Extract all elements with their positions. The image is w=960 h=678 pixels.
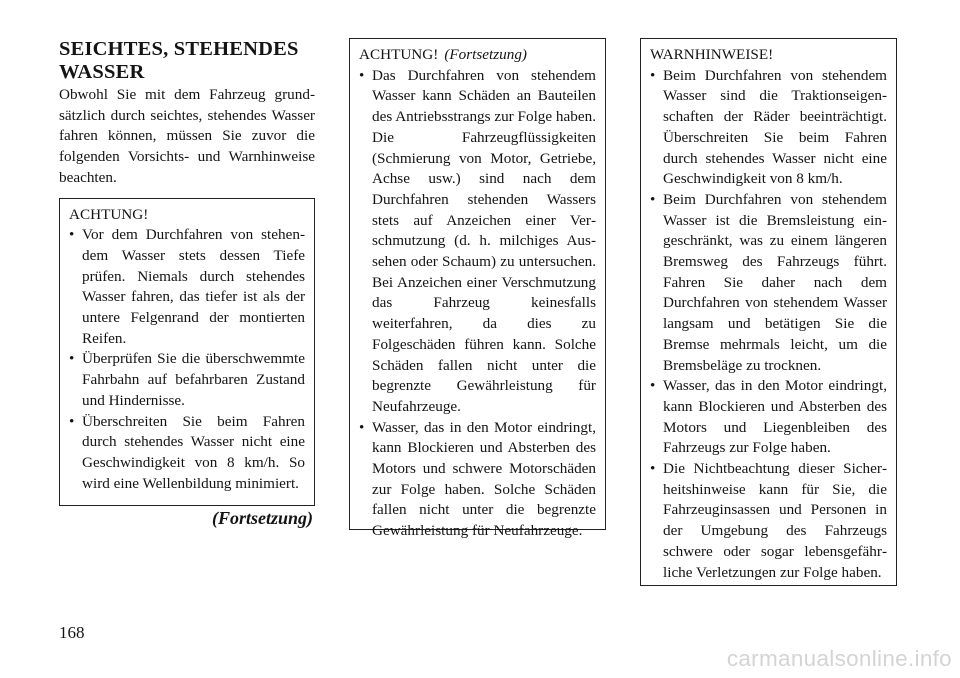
caution-continued-box — [349, 38, 606, 540]
list-item: • Überschreiten Sie beim Fahren durch stehendes Wasser nicht eine Geschwindigkeit von 8 km/h. So wird eine Wellenbildung minimiert. — [69, 412, 305, 495]
warning-list — [650, 66, 887, 584]
caution-heading: ACHTUNG! — [69, 205, 149, 223]
right-column — [640, 38, 897, 586]
list-item: • Beim Durchfahren von stehendem Wasser sind die Traktionseigenschaften der Räder beeinträchtigt. Überschreiten Sie beim Fahren durch stehendes Wasser nicht eine Geschwindigkeit von 8 km/h. — [650, 66, 887, 190]
left-column — [59, 38, 315, 529]
middle-column — [349, 38, 606, 540]
caution-list — [69, 225, 305, 494]
heading-continued-note: (Fortsetzung) — [444, 46, 527, 63]
list-item: • Vor dem Durchfahren von stehendem Wasser stets dessen Tiefe prüfen. Niemals durch stehendes Wasser fahren, das tiefer ist als der untere Felgenrand der montierten Reifen. — [69, 225, 305, 349]
page-number: 168 — [59, 623, 85, 642]
caution-continued-heading: ACHTUNG! (Fortsetzung) — [359, 46, 527, 63]
list-item: • Das Durchfahren von stehendem Wasser kann Schäden an Bauteilen des Antriebsstrangs zur Folge haben. Die Fahrzeugflüssigkeiten (Schmierung von Motor, Getriebe, Achse usw.) sind nach dem Durchfahren stehenden Wassers stets auf Anzeichen einer Verschmutzung (d. h. milchiges Aussehen oder Schaum) zu untersuchen. Bei Anzeichen einer Verschmutzung das Fahrzeug keinesfalls weiterfahren, da dies zu Folgeschäden führen kann. Solche Schäden fallen nicht unter die begrenzte Gewährleistung für Neufahrzeuge. — [359, 66, 596, 418]
caution-continued-list — [359, 66, 596, 542]
watermark: carmanualsonline.info — [726, 646, 952, 671]
list-item: • Die Nichtbeachtung dieser Sicherheitshinweise kann für Sie, die Fahrzeuginsassen und Personen in der Umgebung des Fahrzeugs schwere oder sogar lebensgefährliche Verletzungen zur Folge haben. — [650, 459, 887, 583]
warning-box — [640, 38, 897, 586]
warning-heading: WARNHINWEISE! — [650, 46, 774, 63]
list-item: • Wasser, das in den Motor eindringt, kann Blockieren und Absterben des Motors und schwere Motorschäden zur Folge haben. Solche Schäden fallen nicht unter die begrenzte Gewährleistung für Neufahrzeuge. — [359, 418, 596, 542]
caution-box — [59, 198, 315, 507]
list-item: • Überprüfen Sie die überschwemmte Fahrbahn auf befahrbaren Zustand und Hindernisse. — [69, 349, 305, 411]
intro-paragraph: Obwohl Sie mit dem Fahrzeug grundsätzlich durch seichtes, stehendes Wasser fahren können, müssen Sie zuvor die folgenden Vorsichts- und Warnhinweise beachten. — [59, 86, 315, 186]
list-item: • Wasser, das in den Motor eindringt, kann Blockieren und Absterben des Motors und Liegenbleiben des Fahrzeugs zur Folge haben. — [650, 376, 887, 459]
section-title: SEICHTES, STEHENDES WASSER — [59, 38, 299, 83]
continued-label: (Fortsetzung) — [211, 508, 313, 529]
list-item: • Beim Durchfahren von stehendem Wasser ist die Bremsleistung eingeschränkt, was zu einem längeren Bremsweg des Fahrzeugs führt. Fahren Sie daher nach dem Durchfahren von stehendem Wasser langsam und betätigen Sie die Bremse mehrmals leicht, um die Bremsbeläge zu trocknen. — [650, 190, 887, 376]
